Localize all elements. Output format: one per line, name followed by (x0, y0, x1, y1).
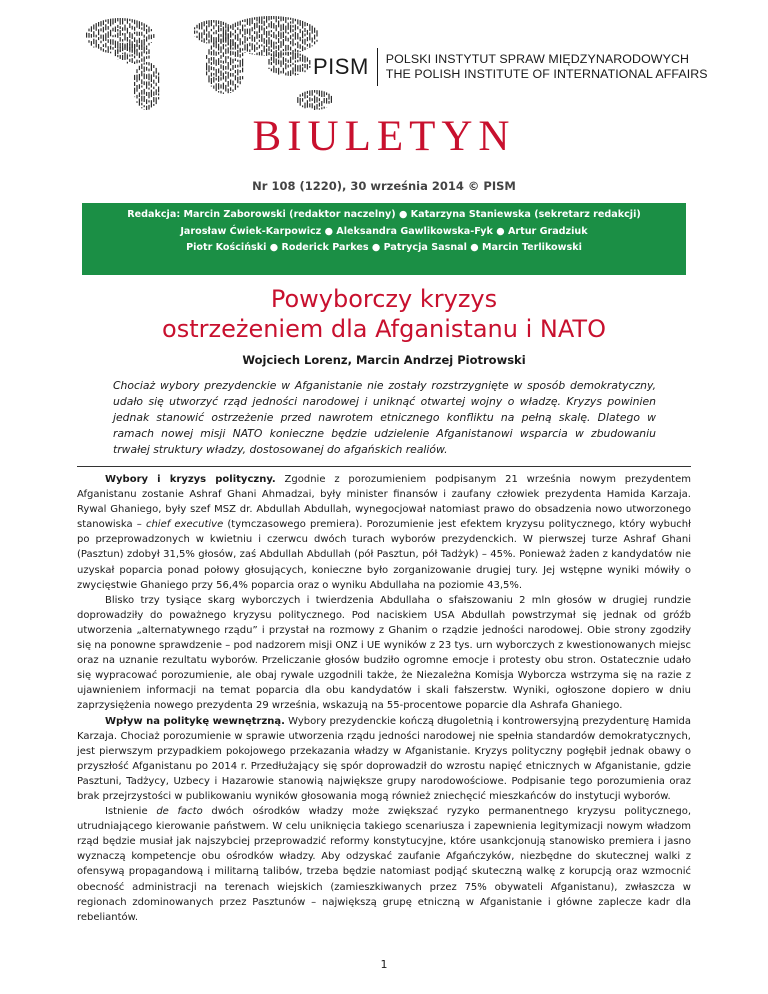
pism-logo-mark: PISM (313, 48, 378, 86)
institute-name-pl: POLSKI INSTYTUT SPRAW MIĘDZYNARODOWYCH (385, 52, 690, 66)
paragraph-domestic-policy: Wpływ na politykę wewnętrzną. Wybory prezydenckie kończą długoletnią i kontrowersyjną prezydenturę Hamida Karzaja. Chociaż porozumienie w sprawie utworzenia rządu jedności narodowej nie spełnia standardów demokratycznych, jest pierwszym przypadkiem pokojowego przekazania władzy w Afganistanie. Kryzys polityczny pogłębił jednak obawy o przyszłość Afganistanu po 2014 r. Przedłużający się spór doprowadził do wzrostu napięć etnicznych w Afganistanie, gdzie Pasztuni, Tadżycy, Uzbecy i Hazarowie stanowią największe grupy narodowościowe. Podpisanie tego porozumienia oraz brak przejrzystości w publikowaniu wyników głosowania mogą również zniechęcić mieszkańców do instytucji wyborów. (77, 715, 691, 802)
page-number: 1 (380, 958, 388, 971)
paragraph-complaints: Blisko trzy tysiące skarg wyborczych i twierdzenia Abdullaha o sfałszowaniu 2 mln głosów w drugiej rundzie doprowadziły do poważnego kryzysu politycznego. Pod naciskiem USA Abdullah powstrzymał się jednak od gróźb utworzenia „alternatywnego rządu” i przystał na rozmowy z Ghanim o rządzie jedności narodowej. Obie strony zgodziły się na ponowne sprawdzenie – pod nadzorem misji ONZ i UE wyników z 23 tys. urn wyborczych z kwestionowanych miejsc oraz na uznanie rezultatu wyborów. Przeliczanie głosów budziło ogromne emocje i protesty obu stron. Ostatecznie udało się wypracować porozumienie, ale obaj rywale uzgodnili także, że Niezależna Komisja Wyborcza wstrzyma się na razie z ujawnieniem informacji na temat poparcia dla obu kandydatów i skali fałszerstw. Wyniki, ogłoszone dopiero w dniu zaprzysiężenia nowego prezydenta 29 września, wskazują na 55-procentowe poparcie dla Ashrafa Ghaniego. (77, 594, 691, 712)
paragraph-elections: Wybory i kryzys polityczny. Zgodnie z porozumieniem podpisanym 21 września nowym prezydentem Afganistanu zostanie Ashraf Ghani Ahmadzai, były minister finansów i zaufany człowiek prezydenta Hamida Karzaja. Rywal Ghaniego, były szef MSZ dr. Abdullah Abdullah, wynegocjował natomiast prawo do obsadzenia nowo utworzonego stanowiska – chief executive (tymczasowego premiera). Porozumienie jest efektem kryzysu politycznego, który wybuchł po przeprowadzonych w kwietniu i czerwcu dwóch turach wyborów prezydenckich. W pierwszej turze Ashraf Ghani (Pasztun) zdobył 31,5% głosów, zaś Abdullah Abdullah (pół Pasztun, pół Tadżyk) – 45%. Ponieważ żaden z kandydatów nie uzyskał poparcia ponad połowy głosujących, konieczne było zorganizowanie drugiej tury. Jej wstępne wyniki mówiły o zwycięstwie Ghaniego przy 56,4% poparcia oraz o wyniku Abdullaha na poziomie 43,5%. (77, 474, 691, 591)
issue-line: Nr 108 (1220), 30 września 2014 © PISM (252, 179, 516, 193)
article-lead: Chociaż wybory prezydenckie w Afganistanie nie zostały rozstrzygnięte w sposób demokratyczny, udało się utworzyć rząd jedności narodowej i uniknąć otwartej wojny o władzę. Kryzys powinien jednak stanowić ostrzeżenie przed nawrotem etnicznego konfliktu na pełną skalę. Dlatego w ramach nowej misji NATO konieczne będzie udzielenie Afganistanowi wsparcia w zbudowaniu trwałej struktury władzy, dostosowanej do afgańskich realiów. (113, 379, 656, 456)
publication-title: BIULETYN (252, 113, 516, 160)
editors-line-3: Piotr Kościński ● Roderick Parkes ● Patrycja Sasnal ● Marcin Terlikowski (186, 242, 582, 253)
section-heading-elections: Wybory i kryzys polityczny. (105, 474, 276, 485)
section-heading-domestic-policy: Wpływ na politykę wewnętrzną. (105, 715, 285, 727)
article-title-line-2: ostrzeżeniem dla Afganistanu i NATO (162, 315, 606, 343)
paragraph-two-power-centers: Istnienie de facto dwóch ośrodków władzy może zwiększać ryzyko permanentnego kryzysu politycznego, utrudniającego kierowanie państwem. W celu uniknięcia takiego scenariusza i zapewnienia legitymizacji nowym władzom rząd będzie musiał jak najszybciej przeprowadzić reformy konstytucyjne, które usankcjonują stanowisko premiera i jasno wyznaczą kompetencje obu ośrodków władzy. Aby odzyskać zaufanie Afgańczyków, niezbędne do skutecznej walki z ofensywą propagandową i militarną talibów, trzeba będzie natomiast podjąć skuteczną walkę z korupcją oraz wzmocnić obecność administracji na terenach wiejskich (zamieszkiwanych przez 75% obywateli Afganistanu), zwłaszcza w regionach zdominowanych przez Pasztunów – największą grupę etniczną w Afganistanie i główne zaplecze kadr dla rebeliantów. (77, 806, 692, 923)
institute-name-en: THE POLISH INSTITUTE OF INTERNATIONAL AFFAIRS (385, 67, 708, 81)
article-body (77, 472, 691, 925)
divider (77, 466, 691, 467)
article-title (0, 284, 768, 344)
editorial-board-box (82, 203, 686, 275)
editors-line-2: Jarosław Ćwiek-Karpowicz ● Aleksandra Gawlikowska-Fyk ● Artur Gradziuk (180, 225, 588, 237)
pism-logo (313, 48, 708, 86)
article-title-line-1: Powyborczy kryzys (270, 285, 498, 313)
editors-line-1: Redakcja: Marcin Zaborowski (redaktor naczelny) ● Katarzyna Staniewska (sekretarz redakcji) (127, 209, 641, 220)
institute-names (378, 52, 708, 82)
article-authors: Wojciech Lorenz, Marcin Andrzej Piotrowski (242, 353, 526, 367)
